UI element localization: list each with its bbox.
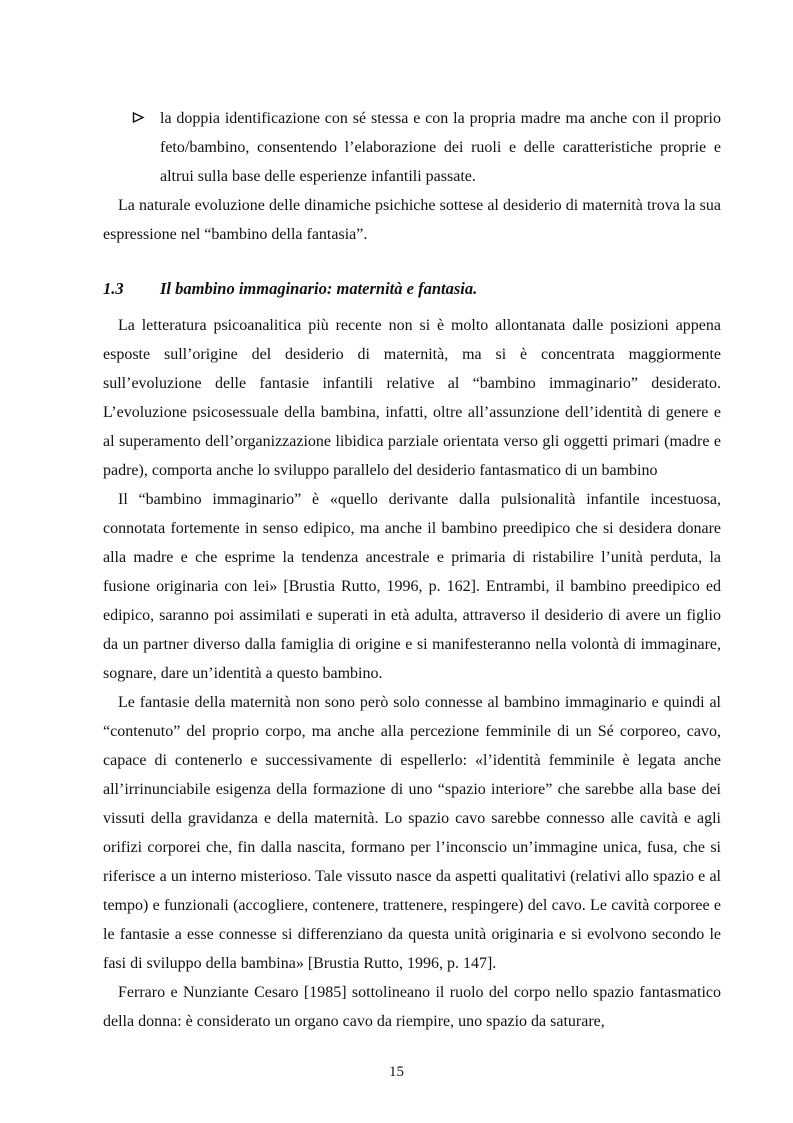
bullet-list-item xyxy=(103,104,721,191)
paragraph-body: Il “bambino immaginario” è «quello derivante dalla pulsionalità infantile incestuosa, connotata fortemente in senso edipico, ma anche il bambino preedipico che si desidera donare alla madre e che esprime la tendenza ancestrale e primaria di ristabilire l’unità perduta, la fusione originaria con lei» [Brustia Rutto, 1996, p. 162]. Entrambi, il bambino preedipico ed edipico, saranno poi assimilati e superati in età adulta, attraverso il desiderio di avere un figlio da un partner diverso dalla famiglia di origine e si manifesteranno nella volontà di immaginare, sognare, dare un’identità a questo bambino. xyxy=(103,491,721,682)
bullet-item-text: la doppia identificazione con sé stessa e con la propria madre ma anche con il proprio feto/bambino, consentendo l’elaborazione dei ruoli e delle caratteristiche proprie e altrui sulla base delle esperienze infantili passate. xyxy=(160,110,721,185)
paragraph-intro: La naturale evoluzione delle dinamiche psichiche sottese al desiderio di maternità trova la sua espressione nel “bambino della fantasia”. xyxy=(103,197,721,243)
section-number: 1.3 xyxy=(103,279,124,298)
section-title: Il bambino immaginario: maternità e fantasia. xyxy=(160,279,478,298)
text-block xyxy=(103,104,721,1036)
paragraph-body: La letteratura psicoanalitica più recente non si è molto allontanata dalle posizioni appena esposte sull’origine del desiderio di maternità, ma si è concentrata maggiormente sull’evoluzione delle fantasie infantili relative al “bambino immaginario” desiderato. L’evoluzione psicosessuale della bambina, infatti, oltre all’assunzione dell’identità di genere e al superamento dell’organizzazione libidica parziale orientata verso gli oggetti primari (madre e padre), comporta anche lo sviluppo parallelo del desiderio fantasmatico di un bambino xyxy=(103,317,721,479)
section-heading xyxy=(103,274,721,304)
arrowhead-right-icon xyxy=(132,111,145,124)
paragraph-body: Ferraro e Nunziante Cesaro [1985] sottolineano il ruolo del corpo nello spazio fantasmatico della donna: è considerato un organo cavo da riempire, uno spazio da saturare, xyxy=(103,984,721,1030)
paragraph-body: Le fantasie della maternità non sono però solo connesse al bambino immaginario e quindi al “contenuto” del proprio corpo, ma anche alla percezione femminile di un Sé corporeo, cavo, capace di contenerlo e successivamente di espellerlo: «l’identità femminile è legata anche all’irrinunciabile esigenza della formazione di uno “spazio interiore” che sarebbe alla base dei vissuti della gravidanza e della maternità. Lo spazio cavo sarebbe connesso alle cavità e agli orifizi corporei che, fin dalla nascita, formano per l’inconscio un’immagine unica, fusa, che si riferisce a un interno misterioso. Tale vissuto nasce da aspetti qualitativi (relativi allo spazio e al tempo) e funzionali (accogliere, contenere, trattenere, respingere) del cavo. Le cavità corporee e le fantasie a esse connesse si differenziano da questa unità originaria e si evolvono secondo le fasi di sviluppo della bambina» [Brustia Rutto, 1996, p. 147]. xyxy=(103,694,721,972)
page-number: 15 xyxy=(389,1064,404,1080)
